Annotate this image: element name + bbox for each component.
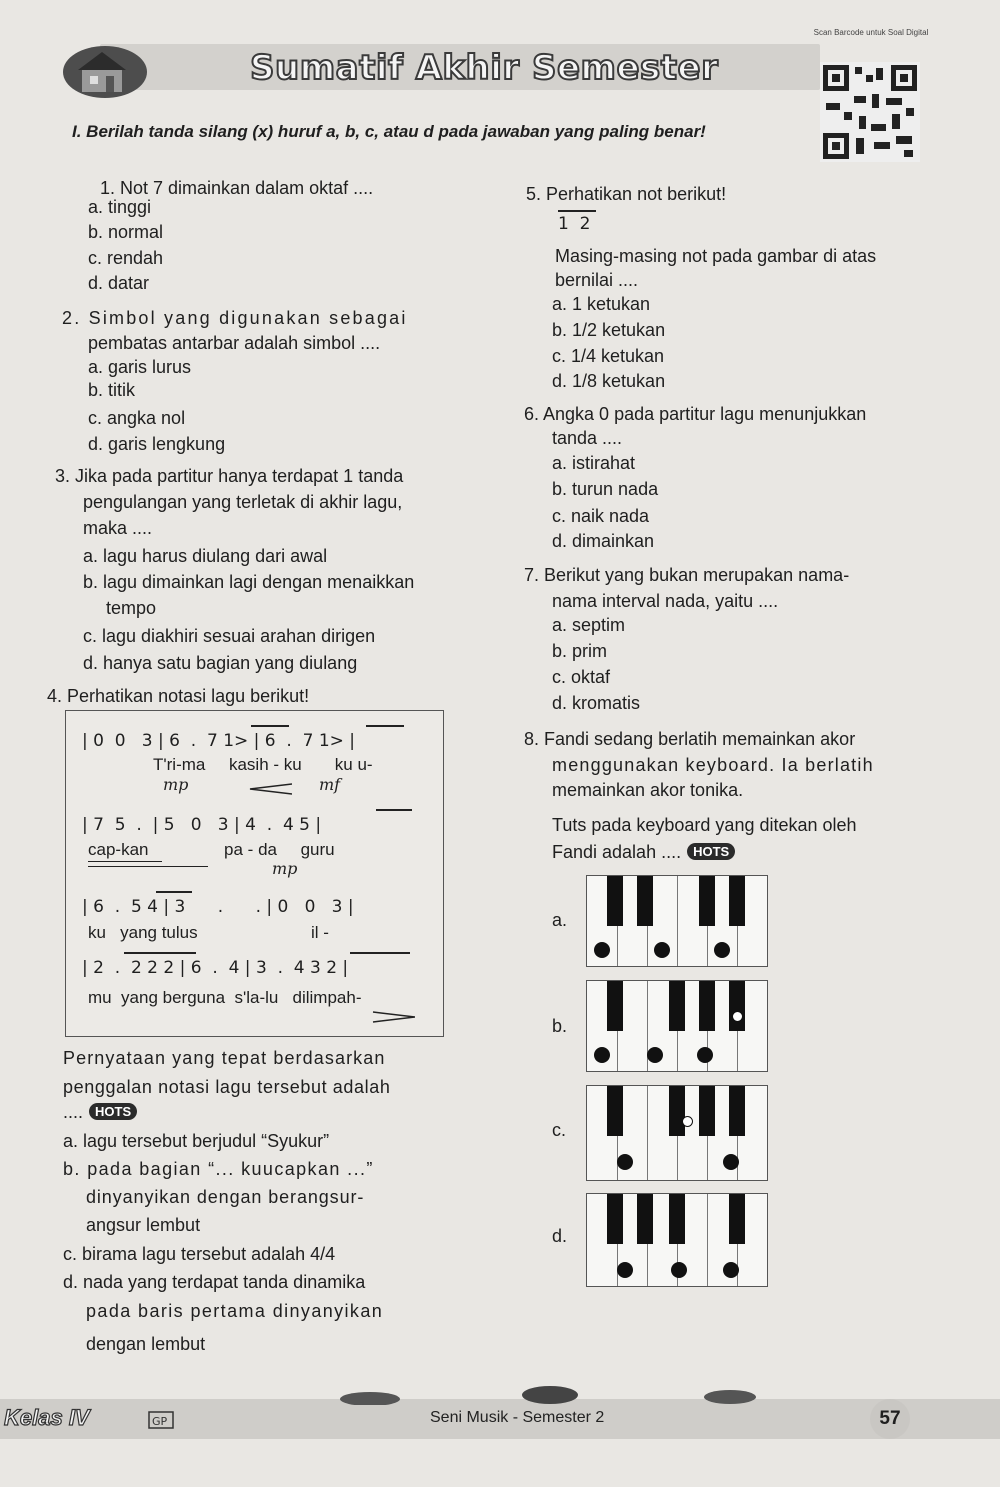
q4-stem: 4. Perhatikan notasi lagu berikut! xyxy=(47,686,310,706)
q3-option-b[interactable]: b. lagu dimainkan lagi dengan menaikkan xyxy=(83,572,415,592)
q5-option-d[interactable]: d. 1/8 ketukan xyxy=(552,371,666,391)
q8-stem-line-2: menggunakan keyboard. Ia berlatih xyxy=(552,755,874,775)
q7-option-c[interactable]: c. oktaf xyxy=(552,667,611,687)
notation-row-4-notes: | 2 . 2 2 2 | 6 . 4 | 3 . 4 3 2 | xyxy=(82,958,349,978)
pressed-key-dot-icon xyxy=(617,1154,633,1170)
q4-after-ellipsis: .... xyxy=(63,1102,84,1122)
keyboard-option-d[interactable] xyxy=(586,1193,768,1287)
black-key xyxy=(637,1194,653,1244)
q3-option-d[interactable]: d. hanya satu bagian yang diulang xyxy=(83,653,358,673)
notation-row-3-notes: | 6 . 5 4 | 3 . . | 0 0 3 | xyxy=(82,897,354,917)
q8-option-c-label[interactable]: c. xyxy=(552,1120,567,1140)
qr-caption: Scan Barcode untuk Soal Digital xyxy=(813,28,929,37)
qr-code-icon[interactable] xyxy=(820,58,920,166)
hots-badge: HOTS xyxy=(89,1103,137,1120)
tree-silhouette-icon xyxy=(190,1385,830,1405)
q4-option-a[interactable]: a. lagu tersebut berjudul “Syukur” xyxy=(63,1131,330,1151)
black-key xyxy=(729,876,745,926)
footer-subject: Seni Musik - Semester 2 xyxy=(430,1409,605,1426)
q8-option-a-label[interactable]: a. xyxy=(552,910,568,930)
q2-option-b[interactable]: b. titik xyxy=(88,380,136,400)
q4-option-d[interactable]: d. nada yang terdapat tanda dinamika xyxy=(63,1272,366,1292)
black-key xyxy=(669,1194,685,1244)
q7-stem-line-2: nama interval nada, yaitu .... xyxy=(552,591,779,611)
svg-text:GP: GP xyxy=(152,1415,168,1428)
q3-option-b-cont: tempo xyxy=(106,598,157,618)
eighth-note-beam xyxy=(558,210,596,212)
q7-stem-line-1: 7. Berikut yang bukan merupakan nama- xyxy=(524,565,850,585)
q8-option-d-label[interactable]: d. xyxy=(552,1226,568,1246)
gp-logo-icon xyxy=(148,1411,174,1429)
black-key xyxy=(729,1086,745,1136)
beam-line xyxy=(350,952,410,954)
q1-option-c[interactable]: c. rendah xyxy=(88,248,164,268)
white-key xyxy=(707,1194,708,1286)
pressed-key-dot-icon xyxy=(594,1047,610,1063)
q8-stem-line-3: memainkan akor tonika. xyxy=(552,780,744,800)
q2-stem-line-2: pembatas antarbar adalah simbol .... xyxy=(88,333,381,353)
dynamic-mp: mp xyxy=(163,775,189,794)
song-notation-box xyxy=(65,710,444,1037)
qr-code-panel xyxy=(810,22,930,172)
q2-option-d[interactable]: d. garis lengkung xyxy=(88,434,226,454)
black-key xyxy=(607,1086,623,1136)
pressed-key-dot-icon xyxy=(594,942,610,958)
q8-stem-line-4: Tuts pada keyboard yang ditekan oleh xyxy=(552,815,857,835)
pressed-key-dot-icon xyxy=(723,1154,739,1170)
q6-option-b[interactable]: b. turun nada xyxy=(552,479,659,499)
q8-stem-text: Fandi adalah .... xyxy=(552,842,682,862)
keyboard-option-a[interactable] xyxy=(586,875,768,967)
dynamic-mp-2: mp xyxy=(272,859,298,878)
black-key xyxy=(607,876,623,926)
pressed-key-dot-icon xyxy=(714,942,730,958)
pressed-black-key-dot-icon xyxy=(682,1116,693,1127)
pressed-key-dot-icon xyxy=(617,1262,633,1278)
q3-stem-line-2: pengulangan yang terletak di akhir lagu, xyxy=(83,492,403,512)
q4-option-b[interactable]: b. pada bagian “... kuucapkan ...” xyxy=(63,1159,374,1179)
beam-line xyxy=(124,952,196,954)
q3-stem-line-1: 3. Jika pada partitur hanya terdapat 1 tanda xyxy=(55,466,404,486)
q4-option-d-cont-1: pada baris pertama dinyanyikan xyxy=(86,1301,384,1321)
decrescendo-icon xyxy=(371,1011,415,1023)
q4-after-line-2: penggalan notasi lagu tersebut adalah xyxy=(63,1077,391,1097)
q5-stem-line-3: bernilai .... xyxy=(555,270,639,290)
q6-option-c[interactable]: c. naik nada xyxy=(552,506,650,526)
page-number: 57 xyxy=(870,1399,910,1439)
diminuendo-line xyxy=(88,866,208,867)
notation-row-4-lyrics: mu yang berguna s'la-lu dilimpah- xyxy=(88,988,362,1007)
q2-option-c[interactable]: c. angka nol xyxy=(88,408,186,428)
keyboard-option-c[interactable] xyxy=(586,1085,768,1181)
black-key xyxy=(729,1194,745,1244)
q7-option-b[interactable]: b. prim xyxy=(552,641,608,661)
pressed-key-dot-icon xyxy=(671,1262,687,1278)
notation-row-3-lyrics: ku yang tulus il - xyxy=(88,923,329,942)
house-illustration-icon xyxy=(60,32,150,102)
black-key xyxy=(669,981,685,1031)
q8-stem-line-1: 8. Fandi sedang berlatih memainkan akor xyxy=(524,729,856,749)
q2-stem-line-1: 2. Simbol yang digunakan sebagai xyxy=(62,308,408,328)
q7-option-a[interactable]: a. septim xyxy=(552,615,626,635)
pressed-key-dot-icon xyxy=(654,942,670,958)
black-key xyxy=(669,1086,685,1136)
q2-option-a[interactable]: a. garis lurus xyxy=(88,357,192,377)
black-key xyxy=(699,1086,715,1136)
q4-option-d-cont-2: dengan lembut xyxy=(86,1334,206,1354)
q8-stem-line-5 xyxy=(552,842,735,863)
black-key xyxy=(607,981,623,1031)
q5-option-c[interactable]: c. 1/4 ketukan xyxy=(552,346,665,366)
page-footer xyxy=(0,1385,1000,1487)
q6-option-d[interactable]: d. dimainkan xyxy=(552,531,655,551)
q5-option-a[interactable]: a. 1 ketukan xyxy=(552,294,651,314)
black-key xyxy=(699,876,715,926)
q1-stem: 1. Not 7 dimainkan dalam oktaf .... xyxy=(100,178,374,198)
q3-option-c[interactable]: c. lagu diakhiri sesuai arahan dirigen xyxy=(83,626,376,646)
beam-line xyxy=(366,725,404,727)
pressed-key-dot-icon xyxy=(697,1047,713,1063)
q1-option-a[interactable]: a. tinggi xyxy=(88,197,152,217)
crescendo-icon xyxy=(248,783,292,795)
q4-after-line-1: Pernyataan yang tepat berdasarkan xyxy=(63,1048,386,1068)
pressed-key-dot-icon xyxy=(647,1047,663,1063)
white-key xyxy=(677,876,678,966)
slur-line xyxy=(88,861,162,862)
pressed-black-key-dot-icon xyxy=(732,1011,743,1022)
q3-stem-line-3: maka .... xyxy=(83,518,153,538)
page-title: Sumatif Akhir Semester xyxy=(250,48,719,88)
white-key xyxy=(647,1086,648,1180)
q8-option-b-label[interactable]: b. xyxy=(552,1016,568,1036)
keyboard-option-b[interactable] xyxy=(586,980,768,1072)
q6-option-a[interactable]: a. istirahat xyxy=(552,453,636,473)
black-key xyxy=(637,876,653,926)
q1-option-d[interactable]: d. datar xyxy=(88,273,150,293)
black-key xyxy=(607,1194,623,1244)
beam-line xyxy=(156,891,192,893)
q5-stem-line-2: Masing-masing not pada gambar di atas xyxy=(555,246,877,266)
q4-option-b-cont-1: dinyanyikan dengan berangsur- xyxy=(86,1187,365,1207)
notation-row-1-lyrics: T'ri-ma kasih - ku ku u- xyxy=(153,755,373,774)
beam-line xyxy=(251,725,289,727)
beam-line xyxy=(376,809,412,811)
instruction-text: I. Berilah tanda silang (x) huruf a, b, c, atau d pada jawaban yang paling benar! xyxy=(72,122,706,141)
header-banner xyxy=(60,30,820,110)
q5-option-b[interactable]: b. 1/2 ketukan xyxy=(552,320,666,340)
q3-option-a[interactable]: a. lagu harus diulang dari awal xyxy=(83,546,328,566)
dynamic-mf: mf xyxy=(319,775,341,794)
pressed-key-dot-icon xyxy=(723,1262,739,1278)
footer-class-label: Kelas IV xyxy=(4,1405,90,1430)
q1-option-b[interactable]: b. normal xyxy=(88,222,164,242)
q4-after-line-3 xyxy=(63,1102,137,1123)
q4-option-b-cont-2: angsur lembut xyxy=(86,1215,201,1235)
q6-stem-line-2: tanda .... xyxy=(552,428,623,448)
hots-badge: HOTS xyxy=(687,843,735,860)
black-key xyxy=(699,981,715,1031)
q6-stem-line-1: 6. Angka 0 pada partitur lagu menunjukkan xyxy=(524,404,867,424)
q7-option-d[interactable]: d. kromatis xyxy=(552,693,641,713)
notation-row-1-notes: | 0 0 3 | 6 . 7 1> | 6 . 7 1> | xyxy=(82,731,356,751)
q5-notes: 1 2 xyxy=(558,214,591,234)
black-key xyxy=(729,981,745,1031)
notation-row-2-lyrics: cap-kan pa - da guru xyxy=(88,840,335,859)
q5-stem: 5. Perhatikan not berikut! xyxy=(526,184,727,204)
notation-row-2-notes: | 7 5 . | 5 0 3 | 4 . 4 5 | xyxy=(82,815,322,835)
q4-option-c[interactable]: c. birama lagu tersebut adalah 4/4 xyxy=(63,1244,336,1264)
